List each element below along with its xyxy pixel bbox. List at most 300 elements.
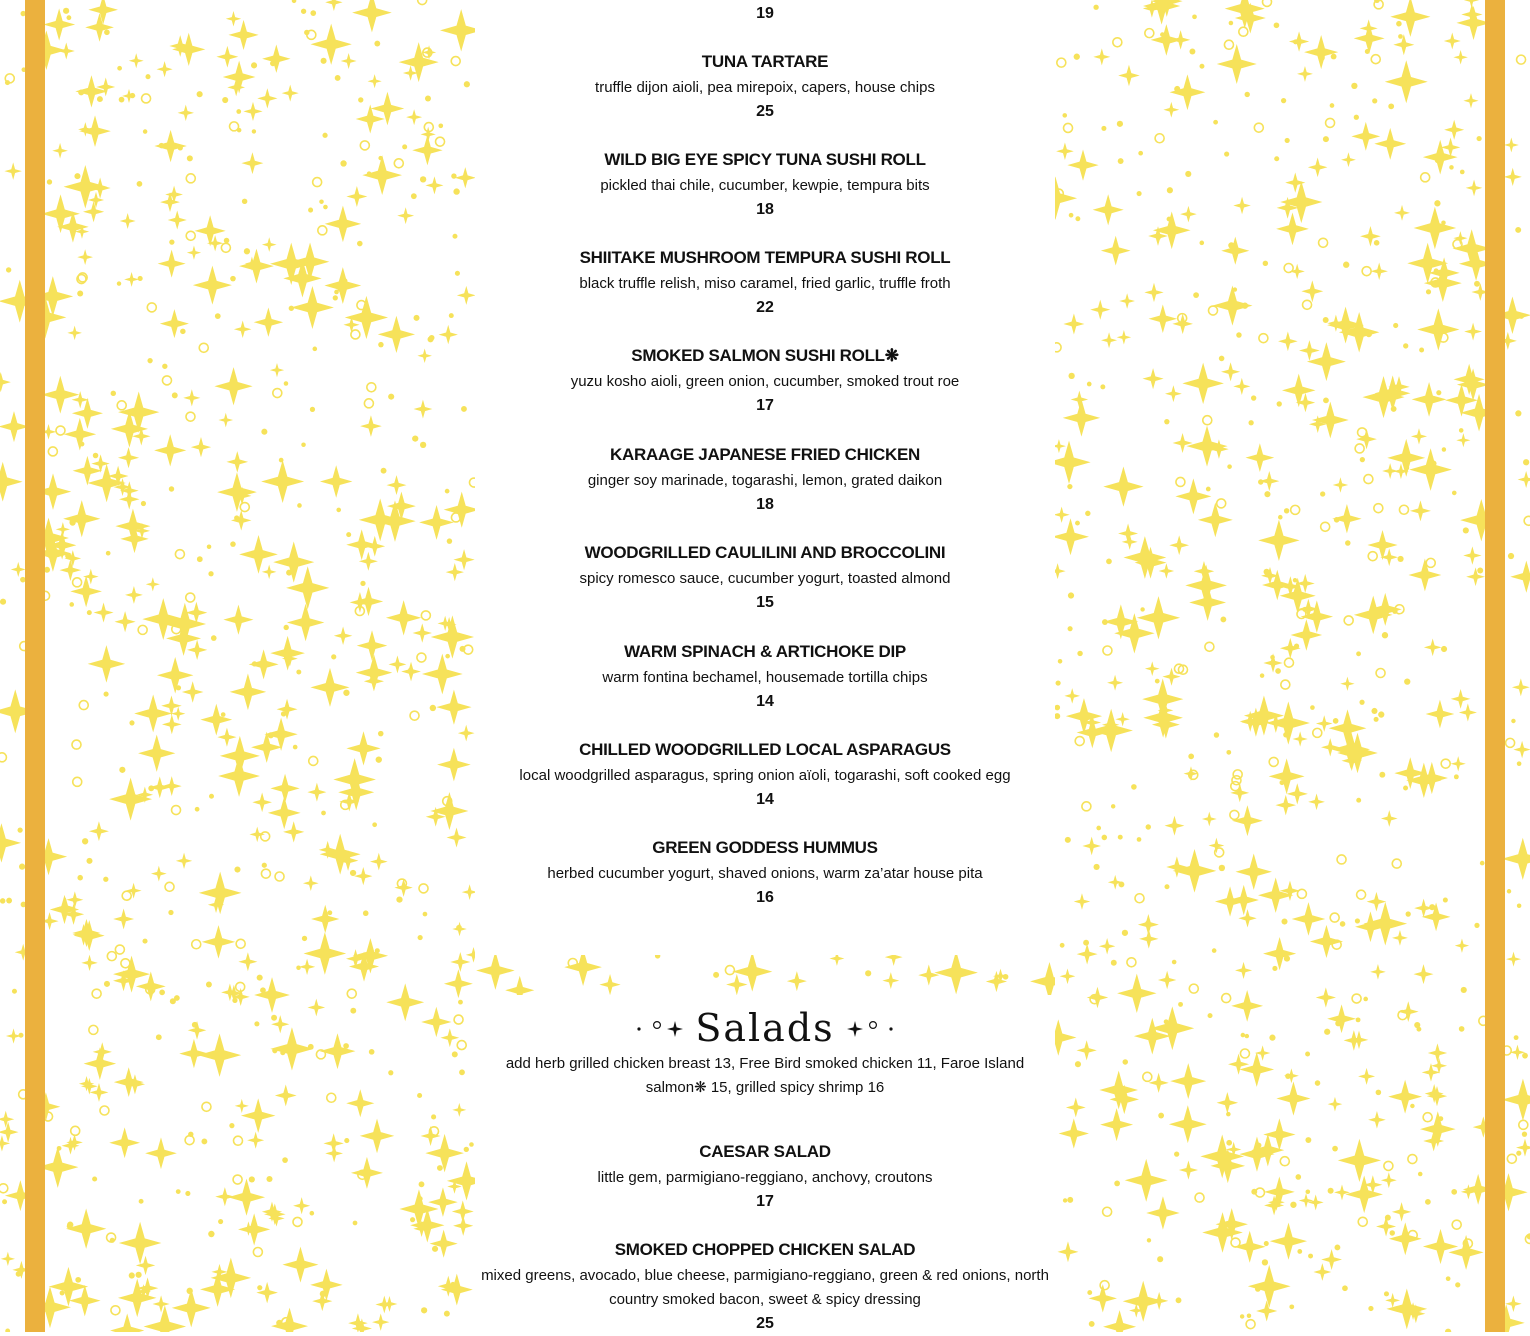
- sparkle-star-icon: [1074, 54, 1080, 60]
- sparkle-star-icon: [75, 1277, 81, 1283]
- sparkle-star-icon: [178, 105, 194, 121]
- sparkle-star-icon: [1145, 661, 1160, 676]
- sparkle-star-icon: [1101, 236, 1131, 266]
- sparkle-star-icon: [310, 10, 316, 16]
- sparkle-star-icon: [1065, 837, 1071, 843]
- sparkle-star-icon: [1137, 837, 1142, 842]
- sparkle-star-icon: [1071, 391, 1089, 409]
- sparkle-star-icon: [2, 1199, 7, 1204]
- sparkle-star-icon: [454, 1015, 463, 1024]
- sparkle-star-icon: [1323, 317, 1329, 323]
- sparkle-star-icon: [1222, 994, 1231, 1003]
- sparkle-star-icon: [1506, 738, 1515, 747]
- sparkle-star-icon: [1334, 1245, 1340, 1251]
- sparkle-star-icon: [1370, 263, 1387, 280]
- sparkle-star-icon: [428, 336, 434, 342]
- sparkle-star-icon: [1441, 759, 1450, 768]
- sparkle-star-icon: [325, 206, 362, 243]
- sparkle-star-icon: [45, 8, 75, 40]
- sparkle-star-icon: [1263, 937, 1296, 970]
- sparkle-star-icon: [1354, 23, 1385, 54]
- sparkle-star-icon: [1289, 1304, 1294, 1309]
- sparkle-star-icon: [461, 406, 467, 412]
- sparkle-star-icon: [1421, 173, 1430, 182]
- sparkle-star-icon: [350, 870, 356, 876]
- sparkle-star-icon: [360, 581, 365, 586]
- sparkle-star-icon: [341, 53, 357, 69]
- sparkle-star-icon: [241, 152, 263, 174]
- sparkle-star-icon: [75, 75, 107, 107]
- sparkle-star-icon: [1245, 1034, 1249, 1038]
- sparkle-star-icon: [211, 635, 217, 641]
- sparkle-star-icon: [1258, 479, 1263, 484]
- sparkle-star-icon: [1453, 50, 1468, 65]
- sparkle-star-icon: [1221, 362, 1240, 381]
- sparkle-star-icon: [1459, 428, 1464, 433]
- sparkle-star-icon: [1217, 1092, 1239, 1114]
- sparkle-star-icon: [156, 1034, 162, 1040]
- sparkle-star-icon: [411, 193, 417, 199]
- sparkle-star-icon: [386, 983, 424, 1021]
- sparkle-star-icon: [1118, 835, 1123, 840]
- sparkle-star-icon: [231, 510, 251, 530]
- sparkle-star-icon: [1228, 1054, 1249, 1075]
- sparkle-star-icon: [1427, 1086, 1447, 1106]
- sparkle-star-icon: [261, 869, 270, 878]
- sparkle-star-icon: [165, 882, 174, 891]
- sparkle-star-icon: [1384, 1291, 1389, 1296]
- sparkle-star-icon: [1374, 128, 1406, 160]
- sparkle-star-icon: [466, 947, 475, 963]
- sparkle-star-icon: [417, 1093, 422, 1098]
- sparkle-star-icon: [1328, 1097, 1343, 1112]
- sparkle-star-icon: [1323, 397, 1329, 403]
- sparkle-star-icon: [1278, 331, 1298, 351]
- sparkle-star-icon: [1305, 1137, 1311, 1143]
- sparkle-star-icon: [1275, 668, 1281, 674]
- sparkle-star-icon: [1246, 1320, 1255, 1329]
- sparkle-star-icon: [1213, 120, 1218, 125]
- sparkle-star-icon: [1117, 121, 1123, 127]
- sparkle-star-icon: [143, 129, 148, 134]
- sparkle-star-icon: [0, 462, 23, 502]
- sparkle-star-icon: [268, 796, 301, 829]
- sparkle-star-icon: [79, 701, 88, 710]
- sparkle-star-icon: [346, 1089, 374, 1117]
- sparkle-star-icon: [302, 936, 307, 941]
- sparkle-star-icon: [408, 668, 413, 673]
- sparkle-star-icon: [1227, 464, 1232, 469]
- sparkle-star-icon: [455, 167, 475, 188]
- sparkle-star-icon: [195, 807, 200, 812]
- sparkle-star-icon: [1158, 1113, 1164, 1119]
- sparkle-star-icon: [420, 442, 426, 448]
- sparkle-star-icon: [351, 330, 360, 339]
- sparkle-star-icon: [1100, 384, 1105, 389]
- sparkle-star-icon: [1174, 1151, 1179, 1156]
- sparkle-star-icon: [1164, 884, 1169, 889]
- sparkle-star-icon: [172, 806, 181, 815]
- sparkle-star-icon: [45, 591, 50, 600]
- menu-item: [475, 1140, 1055, 1214]
- item-price: 18: [756, 496, 774, 513]
- sparkle-star-icon: [103, 877, 108, 882]
- sparkle-star-icon: [1240, 1314, 1244, 1318]
- sparkle-star-icon: [322, 133, 327, 138]
- sparkle-star-icon: [67, 1224, 72, 1229]
- sparkle-star-icon: [1231, 782, 1240, 791]
- sparkle-star-icon: [1206, 487, 1211, 492]
- sparkle-star-icon: [458, 725, 475, 742]
- sparkle-star-icon: [1332, 504, 1361, 533]
- sparkle-star-icon: [428, 1187, 457, 1216]
- sparkle-star-icon: [224, 238, 230, 244]
- sparkle-star-icon: [1103, 646, 1112, 655]
- sparkle-star-icon: [1280, 780, 1285, 785]
- sparkle-star-icon: [455, 271, 460, 276]
- sparkle-star-icon: [283, 821, 304, 842]
- sparkle-star-icon: [1374, 504, 1383, 513]
- sparkle-star-icon: [20, 11, 25, 16]
- sparkle-star-icon: [1068, 626, 1073, 631]
- sparkle-star-icon: [162, 364, 167, 369]
- sparkle-star-icon: [1477, 568, 1483, 574]
- sparkle-star-icon: [77, 291, 83, 297]
- sparkle-star-icon: [388, 1070, 393, 1075]
- sparkle-star-icon: [1226, 1112, 1231, 1117]
- sparkle-star-icon: [1515, 410, 1521, 416]
- menu-column: [475, 0, 1055, 1332]
- sparkle-star-icon: [234, 1136, 243, 1145]
- sparkle-star-icon: [1272, 966, 1277, 971]
- sparkle-star-icon: [129, 720, 134, 725]
- sparkle-star-icon: [441, 1274, 473, 1306]
- sparkle-star-icon: [1296, 1174, 1302, 1180]
- sparkle-star-icon: [79, 115, 111, 147]
- sparkle-star-icon: [1233, 378, 1250, 395]
- sparkle-star-icon: [1324, 1029, 1330, 1035]
- item-price: 14: [756, 791, 774, 808]
- sparkle-star-icon: [437, 1165, 443, 1171]
- sparkle-star-icon: [186, 231, 195, 240]
- sparkle-star-icon: [1173, 433, 1193, 453]
- sparkle-star-icon: [1343, 262, 1349, 268]
- sparkle-star-icon: [1382, 632, 1388, 638]
- sparkle-star-icon: [1360, 457, 1365, 462]
- sparkle-star-icon: [257, 975, 263, 981]
- sparkle-star-icon: [216, 46, 238, 68]
- sparkle-star-icon: [307, 783, 326, 802]
- sparkle-star-icon: [368, 74, 382, 88]
- sparkle-star-icon: [261, 460, 304, 503]
- sparkle-star-icon: [1423, 1113, 1432, 1122]
- sparkle-star-icon: [1157, 1256, 1163, 1262]
- sparkle-star-icon: [1276, 212, 1309, 245]
- item-description: black truffle relish, miso caramel, fried garlic, truffle froth: [579, 275, 951, 292]
- sparkle-star-icon: [1167, 217, 1172, 222]
- sparkle-star-icon: [1075, 737, 1084, 746]
- sparkle-star-icon: [1063, 313, 1084, 334]
- sparkle-star-icon: [104, 29, 110, 35]
- sparkle-star-icon: [1117, 330, 1131, 344]
- menu-item: [475, 541, 1055, 615]
- sparkle-star-icon: [1367, 892, 1387, 912]
- sparkle-star-icon: [1403, 343, 1408, 348]
- sparkle-star-icon: [1254, 123, 1263, 132]
- sparkle-star-icon: [1419, 347, 1424, 352]
- sparkle-star-icon: [1164, 419, 1169, 424]
- sparkle-star-icon: [1264, 569, 1270, 575]
- sparkle-star-icon: [1459, 1026, 1465, 1032]
- sparkle-star-icon: [1103, 466, 1143, 506]
- sparkle-star-icon: [271, 1015, 277, 1021]
- sparkle-star-icon: [73, 777, 82, 786]
- sparkle-star-icon: [16, 1271, 21, 1276]
- sparkle-star-icon: [1505, 1173, 1528, 1211]
- sparkle-star-icon: [374, 41, 380, 47]
- sparkle-star-icon: [1236, 332, 1241, 337]
- sparkle-star-icon: [1310, 705, 1315, 710]
- sparkle-star-icon: [5, 1180, 25, 1211]
- sparkle-star-icon: [1327, 1004, 1356, 1033]
- sparkle-star-icon: [1505, 168, 1522, 186]
- sparkle-star-icon: [1166, 856, 1187, 877]
- sparkle-star-icon: [85, 13, 114, 42]
- sparkle-star-icon: [1368, 1306, 1373, 1311]
- sparkle-star-icon: [1103, 1207, 1112, 1216]
- sparkle-star-icon: [1064, 688, 1080, 704]
- sparkle-star-icon: [1, 1252, 15, 1266]
- sparkle-star-icon: [1332, 1146, 1338, 1152]
- sparkle-star-icon: [1175, 478, 1211, 514]
- sparkle-star-icon: [320, 1033, 356, 1069]
- sparkle-star-icon: [236, 109, 241, 114]
- sparkle-star-icon: [1356, 651, 1361, 656]
- sparkle-star-icon: [160, 309, 189, 338]
- sparkle-star-icon: [1147, 1238, 1151, 1242]
- sparkle-star-icon: [1189, 49, 1195, 55]
- sparkle-star-icon: [185, 1136, 194, 1145]
- sparkle-star-icon: [18, 1033, 23, 1038]
- sparkle-star-icon: [182, 681, 204, 703]
- sparkle-star-icon: [417, 349, 431, 363]
- sparkle-star-icon: [217, 728, 236, 747]
- sparkle-star-icon: [19, 1090, 25, 1099]
- sparkle-star-icon: [1304, 35, 1338, 69]
- sparkle-star-icon: [1118, 158, 1124, 164]
- sparkle-star-icon: [1056, 680, 1061, 685]
- sparkle-star-icon: [287, 604, 324, 641]
- sparkle-star-icon: [114, 1067, 144, 1097]
- sparkle-star-icon: [119, 1222, 162, 1265]
- sparkle-star-icon: [118, 1279, 157, 1318]
- sparkle-star-icon: [1192, 14, 1197, 19]
- sparkle-star-icon: [1102, 835, 1108, 841]
- sparkle-star-icon: [172, 1288, 211, 1327]
- sparkle-star-icon: [1260, 673, 1264, 677]
- sparkle-star-icon: [239, 249, 274, 284]
- sparkle-star-icon: [367, 171, 372, 176]
- sparkle-star-icon: [1258, 520, 1299, 561]
- sparkle-star-icon: [1308, 158, 1328, 178]
- sparkle-star-icon: [48, 447, 57, 456]
- sparkle-star-icon: [1436, 390, 1441, 395]
- sparkle-star-icon: [237, 128, 242, 133]
- sparkle-star-icon: [284, 625, 289, 630]
- sparkle-star-icon: [230, 276, 236, 282]
- sparkle-star-icon: [1464, 323, 1482, 341]
- sparkle-star-icon: [1307, 342, 1346, 381]
- sparkle-star-icon: [198, 1033, 241, 1076]
- sparkle-star-icon: [262, 565, 277, 580]
- sparkle-star-icon: [402, 144, 407, 149]
- sparkle-star-icon: [1119, 293, 1135, 309]
- sparkle-star-icon: [129, 53, 144, 68]
- sparkle-star-icon: [1122, 930, 1128, 936]
- sparkle-star-icon: [126, 883, 142, 899]
- sparkle-star-icon: [1292, 902, 1326, 936]
- sparkle-star-icon: [1410, 500, 1431, 521]
- sparkle-star-icon: [453, 188, 459, 194]
- sparkle-star-icon: [1299, 1193, 1314, 1208]
- sparkle-star-icon: [6, 267, 11, 272]
- sparkle-star-icon: [262, 863, 267, 868]
- sparkle-star-icon: [1263, 0, 1272, 6]
- sparkle-star-icon: [378, 731, 384, 737]
- sparkle-star-icon: [421, 1307, 427, 1313]
- sparkle-star-icon: [1262, 1259, 1268, 1265]
- sparkle-star-icon: [449, 313, 454, 318]
- sparkle-star-icon: [1513, 741, 1530, 758]
- menu-item: [475, 738, 1055, 812]
- sparkle-star-icon: [1066, 1098, 1086, 1118]
- sparkle-star-icon: [309, 756, 318, 765]
- sparkle-star-icon: [1055, 713, 1060, 719]
- sparkle-star-icon: [1270, 1223, 1307, 1260]
- sparkle-star-icon: [321, 811, 326, 816]
- sparkle-star-icon: [1444, 33, 1461, 50]
- sparkle-star-icon: [1474, 281, 1480, 287]
- sparkle-star-icon: [1515, 227, 1521, 233]
- sparkle-star-icon: [352, 1318, 372, 1332]
- sparkle-star-icon: [0, 898, 5, 903]
- sparkle-star-icon: [1117, 974, 1156, 1013]
- sparkle-star-icon: [1176, 1297, 1182, 1303]
- sparkle-star-icon: [1321, 738, 1339, 756]
- sparkle-star-icon: [1264, 491, 1270, 497]
- sparkle-star-icon: [446, 563, 464, 581]
- sparkle-star-icon: [66, 891, 83, 908]
- sparkle-star-icon: [372, 822, 377, 827]
- sparkle-star-icon: [207, 544, 212, 549]
- sparkle-star-icon: [226, 11, 241, 26]
- sparkle-star-icon: [158, 250, 186, 278]
- sparkle-star-icon: [457, 1041, 466, 1050]
- sparkle-star-icon: [1219, 865, 1225, 871]
- item-name: TUNA TARTARE: [701, 52, 829, 71]
- sparkle-star-icon: [1195, 1193, 1204, 1202]
- sparkle-star-icon: [65, 553, 71, 559]
- sparkle-star-icon: [117, 401, 126, 410]
- sparkle-star-icon: [1321, 1249, 1342, 1270]
- sparkle-star-icon: [48, 1302, 53, 1307]
- sparkle-star-icon: [1390, 0, 1430, 37]
- sparkle-star-icon: [130, 93, 135, 98]
- sparkle-star-icon: [1241, 1033, 1246, 1038]
- sparkle-star-icon: [421, 1007, 451, 1037]
- sparkle-star-icon: [1341, 152, 1356, 167]
- sparkle-star-icon: [1453, 231, 1467, 245]
- sparkle-star-icon: [1410, 1104, 1414, 1108]
- sparkle-star-icon: [232, 998, 237, 1003]
- sparkle-star-icon: [1111, 960, 1117, 966]
- sparkle-star-icon: [1233, 197, 1251, 215]
- item-name: WARM SPINACH & ARTICHOKE DIP: [624, 642, 906, 661]
- sparkle-star-icon: [251, 62, 257, 68]
- sparkle-star-icon: [1089, 1284, 1117, 1312]
- sparkle-star-icon: [1093, 194, 1124, 225]
- sparkle-star-icon: [1215, 886, 1245, 916]
- sparkle-star-icon: [1403, 786, 1408, 791]
- sparkle-star-icon: [66, 1209, 106, 1249]
- menu-item: [475, 344, 1055, 418]
- sparkle-star-icon: [1370, 964, 1386, 980]
- sparkle-star-icon: [1517, 55, 1526, 64]
- sparkle-star-icon: [138, 276, 143, 281]
- sparkle-star-icon: [1464, 0, 1479, 8]
- sparkle-star-icon: [299, 959, 315, 975]
- sparkle-star-icon: [1180, 206, 1197, 223]
- sparkle-star-icon: [79, 1076, 94, 1091]
- sparkle-star-icon: [239, 535, 278, 574]
- item-name: CAESAR SALAD: [699, 1142, 831, 1161]
- sparkle-star-icon: [1364, 475, 1373, 484]
- item-name: WOODGRILLED CAULILINI AND BROCCOLINI: [584, 543, 946, 562]
- sparkle-star-icon: [0, 753, 6, 762]
- sparkle-star-icon: [264, 1204, 286, 1226]
- sparkle-star-icon: [60, 1291, 65, 1296]
- sparkle-star-icon: [1511, 719, 1515, 723]
- sparkle-star-icon: [45, 912, 59, 930]
- sparkle-star-icon: [1290, 1202, 1296, 1208]
- sparkle-star-icon: [1285, 138, 1290, 143]
- sparkle-star-icon: [72, 398, 103, 429]
- sparkle-star-icon: [142, 94, 151, 103]
- sparkle-star-icon: [121, 959, 130, 968]
- sparkle-star-icon: [1101, 332, 1117, 348]
- sparkle-star-icon: [323, 205, 328, 210]
- sparkle-star-icon: [1142, 679, 1183, 720]
- sparkle-star-icon: [1417, 308, 1459, 350]
- sparkle-star-icon: [238, 952, 257, 971]
- sparkle-star-icon: [1364, 330, 1369, 335]
- sparkle-star-icon: [92, 989, 101, 998]
- sparkle-star-icon: [1331, 730, 1370, 769]
- sparkle-star-icon: [141, 501, 146, 506]
- sparkle-star-icon: [1376, 669, 1385, 678]
- sparkle-star-icon: [436, 137, 445, 146]
- sparkle-star-icon: [1158, 971, 1176, 989]
- sparkle-star-icon: [1392, 859, 1401, 868]
- sparkle-star-icon: [447, 827, 467, 847]
- sparkle-star-icon: [1055, 343, 1061, 352]
- item-description: ginger soy marinade, togarashi, lemon, grated daikon: [587, 472, 943, 489]
- sparkle-star-icon: [453, 549, 474, 570]
- sparkle-star-icon: [375, 1296, 393, 1314]
- sparkle-star-icon: [282, 1157, 288, 1163]
- sparkle-star-icon: [1165, 385, 1182, 402]
- sparkle-star-icon: [214, 367, 252, 405]
